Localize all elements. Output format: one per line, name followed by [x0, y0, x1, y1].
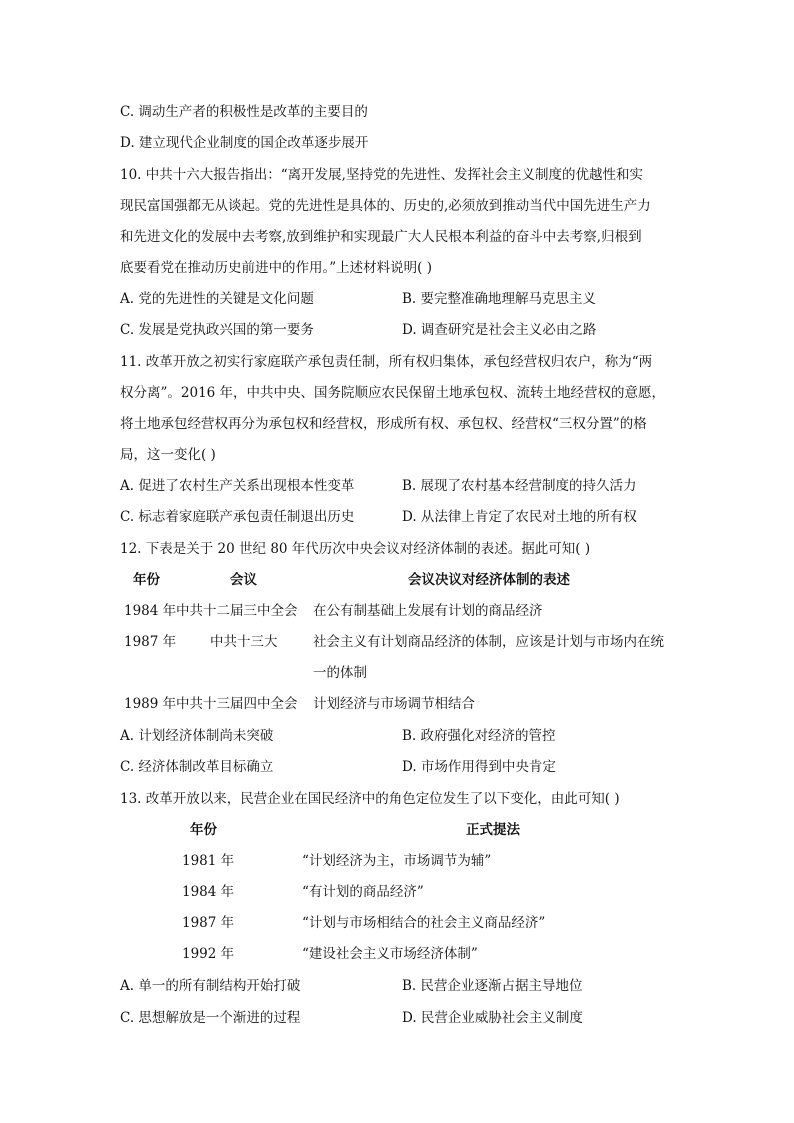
q12-row-1-statement: 在公有制基础上发展有计划的商品经济 — [313, 603, 543, 619]
q13-row-1-formulation: “计划经济为主，市场调节为辅” — [302, 853, 492, 869]
q12-option-a[interactable]: A. 计划经济体制尚未突破 — [120, 728, 274, 744]
q13-row-4-formulation: “建设社会主义市场经济体制” — [302, 946, 478, 962]
q11-option-c[interactable]: C. 标志着家庭联产承包责任制退出历史 — [120, 509, 355, 525]
q12-row-3-meeting: 中共十三届四中全会 — [176, 696, 298, 712]
q12-header-year: 年份 — [133, 572, 160, 588]
q13-row-3-year: 1987 年 — [182, 915, 235, 931]
q10-stem-line-1: 10. 中共十六大报告指出：“离开发展,坚持党的先进性、发挥社会主义制度的优越性和实 — [120, 167, 643, 183]
q11-stem-line-3: 将土地承包经营权再分为承包权和经营权，形成所有权、承包权、经营权“三权分置”的格 — [120, 416, 647, 432]
q13-option-b[interactable]: B. 民营企业逐渐占据主导地位 — [402, 978, 583, 994]
q10-option-b[interactable]: B. 要完整准确地理解马克思主义 — [402, 291, 597, 307]
q10-stem-line-4: 底要看党在推动历史前进中的作用。”上述材料说明( ) — [120, 260, 432, 276]
q13-option-d[interactable]: D. 民营企业威胁社会主义制度 — [402, 1010, 583, 1026]
q10-option-d[interactable]: D. 调查研究是社会主义必由之路 — [402, 322, 597, 338]
q13-option-a[interactable]: A. 单一的所有制结构开始打破 — [120, 978, 301, 994]
q12-option-c[interactable]: C. 经济体制改革目标确立 — [120, 759, 274, 775]
q13-stem: 13. 改革开放以来，民营企业在国民经济中的角色定位发生了以下变化，由此可知( ) — [120, 791, 620, 807]
q10-stem-line-2: 现民富国强都无从谈起。党的先进性是具体的、历史的,必须放到推动当代中国先进生产力 — [120, 198, 651, 214]
q13-row-4-year: 1992 年 — [182, 946, 235, 962]
q13-row-1-year: 1981 年 — [182, 853, 235, 869]
q12-option-d[interactable]: D. 市场作用得到中央肯定 — [402, 759, 556, 775]
q9-option-d[interactable]: D. 建立现代企业制度的国企改革逐步展开 — [120, 135, 369, 151]
q12-row-3-statement: 计划经济与市场调节相结合 — [313, 696, 475, 712]
q13-row-2-year: 1984 年 — [182, 884, 235, 900]
q12-row-2-statement-line-1: 社会主义有计划商品经济的体制，应该是计划与市场内在统 — [313, 634, 664, 650]
q13-header-year: 年份 — [190, 822, 217, 838]
q12-row-2-year: 1987 年 — [124, 634, 177, 650]
q12-row-1-year: 1984 年 — [124, 603, 177, 619]
q12-header-meeting: 会议 — [230, 572, 257, 588]
q12-row-3-year: 1989 年 — [124, 696, 177, 712]
q13-row-2-formulation: “有计划的商品经济” — [302, 884, 424, 900]
q10-option-a[interactable]: A. 党的先进性的关键是文化问题 — [120, 291, 314, 307]
q13-option-c[interactable]: C. 思想解放是一个渐进的过程 — [120, 1010, 301, 1026]
q13-header-formulation: 正式提法 — [466, 822, 520, 838]
q10-stem-line-3: 和先进文化的发展中去考察,放到维护和实现最广大人民根本利益的奋斗中去考察,归根到 — [120, 229, 642, 245]
q13-row-3-formulation: “计划与市场相结合的社会主义商品经济” — [302, 915, 546, 931]
q12-option-b[interactable]: B. 政府强化对经济的管控 — [402, 728, 556, 744]
q12-header-statement: 会议决议对经济体制的表述 — [408, 572, 570, 588]
q10-option-c[interactable]: C. 发展是党执政兴国的第一要务 — [120, 322, 314, 338]
q12-row-2-statement-line-2: 一的体制 — [313, 665, 367, 681]
q11-option-d[interactable]: D. 从法律上肯定了农民对土地的所有权 — [402, 509, 637, 525]
q11-stem-line-1: 11. 改革开放之初实行家庭联产承包责任制，所有权归集体，承包经营权归农户，称为“两 — [120, 354, 653, 370]
q12-stem: 12. 下表是关于 20 世纪 80 年代历次中央会议对经济体制的表述。据此可知( ) — [120, 541, 591, 557]
q12-row-2-meeting: 中共十三大 — [210, 634, 278, 650]
q11-option-b[interactable]: B. 展现了农村基本经营制度的持久活力 — [402, 478, 637, 494]
q12-row-1-meeting: 中共十二届三中全会 — [176, 603, 298, 619]
q11-option-a[interactable]: A. 促进了农村生产关系出现根本性变革 — [120, 478, 355, 494]
q11-stem-line-2: 权分离”。2016 年，中共中央、国务院顺应农民保留土地承包权、流转土地经营权的意愿， — [120, 385, 666, 401]
q11-stem-line-4: 局，这一变化( ) — [120, 447, 216, 463]
q9-option-c[interactable]: C. 调动生产者的积极性是改革的主要目的 — [120, 104, 368, 120]
